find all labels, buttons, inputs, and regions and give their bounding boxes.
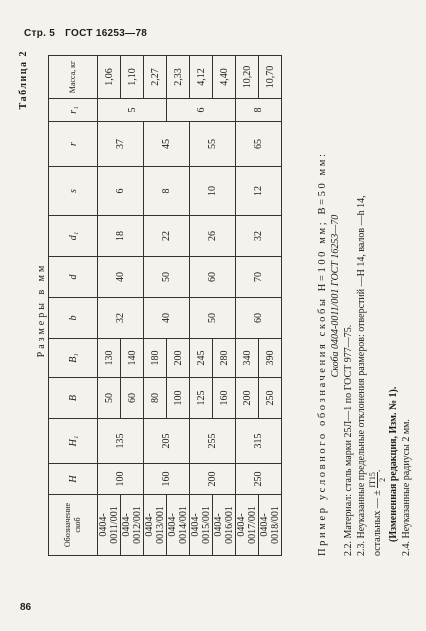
col-s: s — [49, 167, 98, 216]
cell-B1: 390 — [259, 339, 282, 378]
cell-B1: 130 — [98, 339, 121, 378]
change-note: (Измененная редакция, Изм. № 1). — [388, 386, 399, 542]
standard-label: ГОСТ 16253—78 — [65, 28, 148, 39]
note-2-2: 2.2. Материал: сталь марки 25Л—1 по ГОСТ 977—75. — [343, 324, 354, 556]
cell-b: 32 — [98, 298, 144, 339]
cell-mass: 1,10 — [121, 56, 144, 99]
cell-b: 50 — [190, 298, 236, 339]
cell-b: 40 — [144, 298, 190, 339]
page-label: Стр. 5 — [24, 28, 56, 39]
cell-r1: 5 — [98, 99, 167, 122]
cell-H1: 255 — [190, 419, 236, 464]
table-row — [190, 56, 213, 556]
cell-s: 10 — [190, 167, 236, 216]
cell-B1: 180 — [144, 339, 167, 378]
rotated-content — [0, 30, 426, 590]
col-designation: Обозначение скоб — [49, 495, 98, 556]
cell-code: 0404-0016/001 — [213, 495, 236, 556]
note-2-3-cont — [368, 36, 387, 556]
designation-mark: Скоба 0404-0011/001 ГОСТ 16253—70 — [330, 214, 341, 378]
cell-s: 12 — [236, 167, 282, 216]
cell-r: 45 — [144, 122, 190, 167]
fraction-numerator: IT15 — [368, 472, 377, 488]
cell-H: 100 — [98, 464, 144, 495]
sizes-caption: Размеры в мм — [36, 262, 47, 358]
col-b: b — [49, 298, 98, 339]
cell-r: 55 — [190, 122, 236, 167]
col-d1: d₁ — [49, 216, 98, 257]
note-2-3-end: . — [371, 469, 383, 473]
cell-mass: 1,06 — [98, 56, 121, 99]
col-r: r — [49, 122, 98, 167]
cell-H: 160 — [144, 464, 190, 495]
col-r1: r₁ — [49, 99, 98, 122]
cell-code: 0404-0013/001 — [144, 495, 167, 556]
col-B: B — [49, 378, 98, 419]
cell-code: 0404-0012/001 — [121, 495, 144, 556]
cell-code: 0404-0011/001 — [98, 495, 121, 556]
cell-d: 60 — [190, 257, 236, 298]
cell-H: 200 — [190, 464, 236, 495]
designation-example: Пример условного обозначения скобы H=100 мм; B=50 мм: — [317, 151, 328, 556]
notes-block — [316, 36, 413, 556]
cell-B: 125 — [190, 378, 213, 419]
cell-code: 0404-0018/001 — [259, 495, 282, 556]
cell-s: 6 — [98, 167, 144, 216]
fraction-denominator: 2 — [378, 477, 387, 482]
cell-B: 100 — [167, 378, 190, 419]
cell-r: 37 — [98, 122, 144, 167]
cell-B: 60 — [121, 378, 144, 419]
cell-H: 250 — [236, 464, 282, 495]
cell-mass: 2,33 — [167, 56, 190, 99]
cell-mass: 4,12 — [190, 56, 213, 99]
cell-d: 70 — [236, 257, 282, 298]
cell-d: 50 — [144, 257, 190, 298]
note-2-3: 2.3. Неуказанные предельные отклонения размеров: отверстий —H 14, валов —h 14, — [356, 195, 367, 556]
cell-B: 160 — [213, 378, 236, 419]
cell-code: 0404-0017/001 — [236, 495, 259, 556]
cell-r: 65 — [236, 122, 282, 167]
cell-mass: 4,40 — [213, 56, 236, 99]
cell-B1: 280 — [213, 339, 236, 378]
col-H: H — [49, 464, 98, 495]
cell-B: 200 — [236, 378, 259, 419]
note-2-3-rest: остальных — ± — [371, 490, 383, 556]
table-row — [236, 56, 259, 556]
cell-B: 250 — [259, 378, 282, 419]
table-header-row — [49, 56, 98, 556]
cell-s: 8 — [144, 167, 190, 216]
col-mass: Масса, кг — [49, 56, 98, 99]
page-number: 86 — [20, 602, 32, 613]
cell-code: 0404-0015/001 — [190, 495, 213, 556]
note-2-4: 2.4. Неуказанные радиусы 2 мм. — [401, 419, 412, 556]
cell-d1: 18 — [98, 216, 144, 257]
cell-B1: 340 — [236, 339, 259, 378]
col-H1: H₁ — [49, 419, 98, 464]
cell-mass: 2,27 — [144, 56, 167, 99]
cell-B1: 200 — [167, 339, 190, 378]
cell-r1: 6 — [167, 99, 236, 122]
table-row — [98, 56, 121, 556]
cell-H1: 135 — [98, 419, 144, 464]
cell-d: 40 — [98, 257, 144, 298]
tolerance-fraction — [368, 469, 387, 488]
cell-d1: 32 — [236, 216, 282, 257]
cell-H1: 315 — [236, 419, 282, 464]
cell-B: 80 — [144, 378, 167, 419]
cell-r1: 8 — [236, 99, 282, 122]
cell-B1: 245 — [190, 339, 213, 378]
cell-code: 0404-0014/001 — [167, 495, 190, 556]
col-B1: B₁ — [49, 339, 98, 378]
cell-mass: 10,20 — [236, 56, 259, 99]
cell-B1: 140 — [121, 339, 144, 378]
table-row — [144, 56, 167, 556]
cell-B: 50 — [98, 378, 121, 419]
table-title: Таблица 2 — [18, 50, 29, 110]
cell-mass: 10,70 — [259, 56, 282, 99]
cell-b: 60 — [236, 298, 282, 339]
cell-H1: 205 — [144, 419, 190, 464]
col-d: d — [49, 257, 98, 298]
cell-d1: 26 — [190, 216, 236, 257]
cell-d1: 22 — [144, 216, 190, 257]
dimensions-table — [48, 55, 282, 556]
